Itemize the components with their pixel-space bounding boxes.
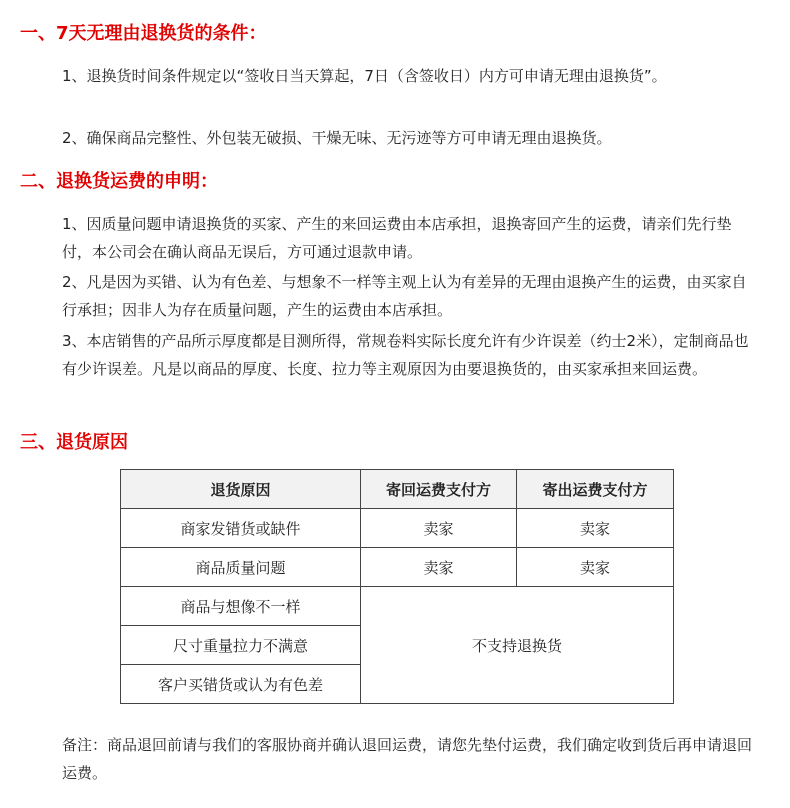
reason-cell: 商家发错货或缺件	[121, 509, 361, 548]
header-return-shipping-payer: 寄回运费支付方	[361, 470, 517, 509]
table-row	[121, 548, 674, 587]
section-3-title: 三、退货原因	[20, 432, 128, 453]
return-reasons-table	[120, 469, 674, 704]
return-payer-cell: 卖家	[361, 548, 517, 587]
section-2-title: 二、退换货运费的申明：	[20, 171, 218, 192]
section-2-item-1: 1、因质量问题申请退换货的买家、产生的来回运费由本店承担，退换寄回产生的运费，请亲们先行垫付，本公司会在确认商品无误后，方可通过退款申请。	[62, 215, 732, 261]
return-payer-cell: 卖家	[361, 509, 517, 548]
reason-cell: 商品与想像不一样	[121, 587, 361, 626]
header-reason: 退货原因	[121, 470, 361, 509]
outbound-payer-cell: 卖家	[517, 509, 674, 548]
table-row	[121, 509, 674, 548]
reason-cell: 客户买错货或认为有色差	[121, 665, 361, 704]
table-row	[121, 587, 674, 626]
section-1-title: 一、7天无理由退换货的条件：	[20, 23, 267, 44]
note-text: 备注：商品退回前请与我们的客服协商并确认退回运费，请您先垫付运费，我们确定收到货后再申请退回运费。	[62, 736, 753, 782]
not-supported-cell: 不支持退换货	[361, 587, 674, 704]
section-1-item-2: 2、确保商品完整性、外包装无破损、干燥无味、无污迹等方可申请无理由退换货。	[62, 129, 612, 147]
outbound-payer-cell: 卖家	[517, 548, 674, 587]
header-outbound-shipping-payer: 寄出运费支付方	[517, 470, 674, 509]
reason-cell: 商品质量问题	[121, 548, 361, 587]
reason-cell: 尺寸重量拉力不满意	[121, 626, 361, 665]
section-2-item-3: 3、本店销售的产品所示厚度都是目测所得，常规卷料实际长度允许有少许误差（约士2米），定制商品也有少许误差。凡是以商品的厚度、长度、拉力等主观原因为由要退换货的，由买家承担来回运费。	[62, 332, 749, 378]
table-header-row	[121, 470, 674, 509]
section-1-item-1: 1、退换货时间条件规定以“签收日当天算起，7日（含签收日）内方可申请无理由退换货”。	[62, 67, 667, 85]
section-2-item-2: 2、凡是因为买错、认为有色差、与想象不一样等主观上认为有差异的无理由退换产生的运费，由买家自行承担；因非人为存在质量问题，产生的运费由本店承担。	[62, 273, 747, 319]
